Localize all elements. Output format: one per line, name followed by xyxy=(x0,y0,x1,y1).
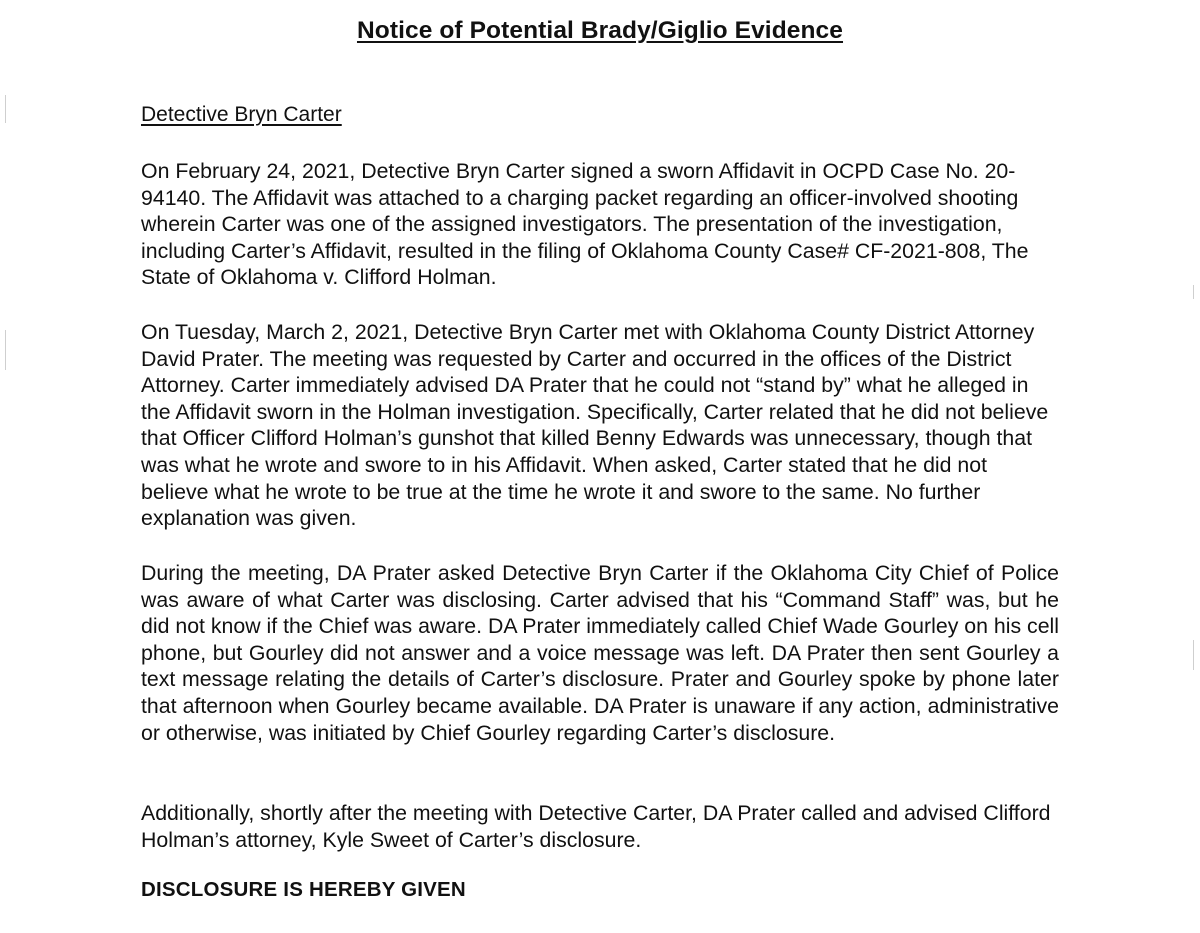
paragraph-chief-notification: During the meeting, DA Prater asked Detective Bryn Carter if the Oklahoma City Chief of Police was aware of what Carter was disclosing. Carter advised that his “Command Staff” was, but he did not know if the Chief was aware. DA Prater immediately called Chief Wade Gourley on his cell phone, but Gourley did not answer and a voice message was left. DA Prater then sent Gourley a text message relating the details of Carter’s disclosure. Prater and Gourley spoke by phone later that afternoon when Gourley became available. DA Prater is unaware if any action, administrative or otherwise, was initiated by Chief Gourley regarding Carter’s disclosure. xyxy=(141,561,1059,745)
disclosure-statement: DISCLOSURE IS HEREBY GIVEN xyxy=(141,878,466,901)
paragraph-meeting: On Tuesday, March 2, 2021, Detective Bryn Carter met with Oklahoma County District Attorney David Prater. The meeting was requested by Carter and occurred in the offices of the District Attorney. Carter immediately advised DA Prater that he could not “stand by” what he alleged in the Affidavit sworn in the Holman investigation. Specifically, Carter related that he did not believe that Officer Clifford Holman’s gunshot that killed Benny Edwards was unnecessary, though that was what he wrote and swore to in his Affidavit. When asked, Carter stated that he did not believe what he wrote to be true at the time he wrote it and swore to the same. No further explanation was given. xyxy=(141,320,1049,531)
document-title: Notice of Potential Brady/Giglio Evidence xyxy=(356,17,844,44)
scan-artifact xyxy=(1193,285,1194,299)
paragraph-affidavit: On February 24, 2021, Detective Bryn Carter signed a sworn Affidavit in OCPD Case No. 20-94140. The Affidavit was attached to a charging packet regarding an officer-involved shooting wherein Carter was one of the assigned investigators. The presentation of the investigation, including Carter’s Affidavit, resulted in the filing of Oklahoma County Case# CF-2021-808, The State of Oklahoma v. Clifford Holman. xyxy=(141,159,1029,290)
scan-artifact xyxy=(5,95,6,123)
subject-heading: Detective Bryn Carter xyxy=(141,103,342,126)
scan-artifact xyxy=(1193,640,1194,670)
scan-artifact xyxy=(5,330,6,370)
paragraph-attorney-notification: Additionally, shortly after the meeting with Detective Carter, DA Prater called and advised Clifford Holman’s attorney, Kyle Sweet of Carter’s disclosure. xyxy=(141,801,1051,852)
